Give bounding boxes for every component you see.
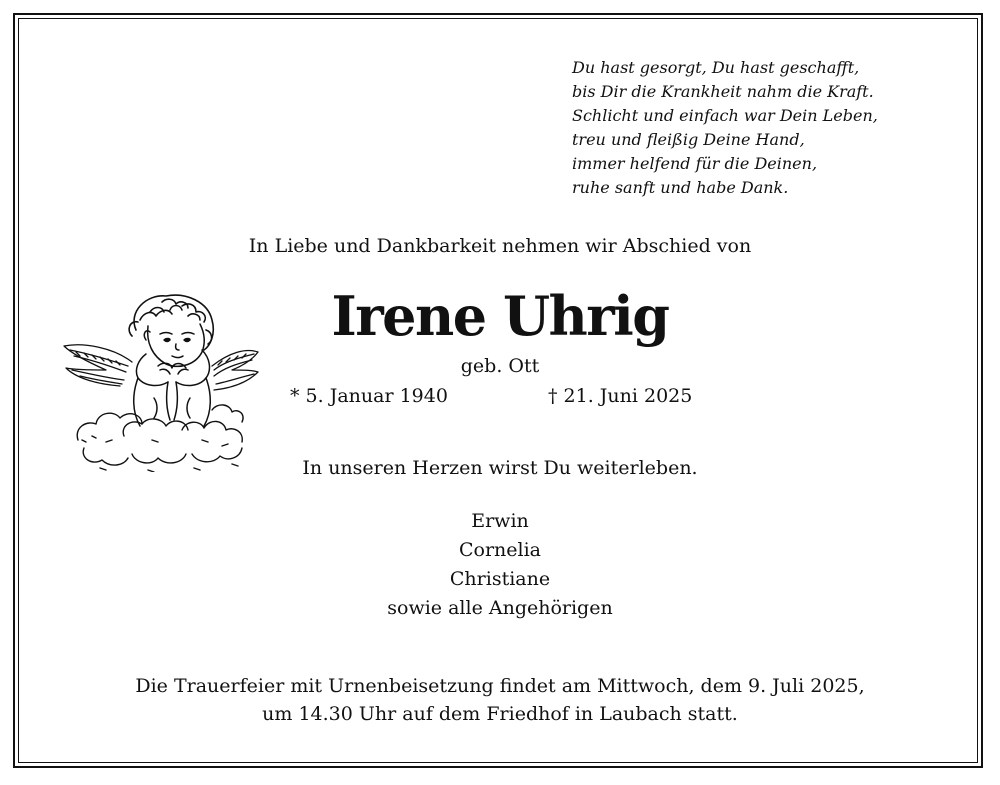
funeral-notice-line: Die Trauerfeier mit Urnenbeisetzung findet am Mittwoch, dem 9. Juli 2025, [135, 675, 865, 697]
mourner-name: Cornelia [458, 539, 542, 561]
maiden-name: geb. Ott [460, 355, 540, 377]
poem-line: Schlicht und einfach war Dein Leben, [572, 106, 878, 125]
poem-line: immer helfend für die Deinen, [572, 154, 818, 173]
deceased-name: Irene Uhrig [331, 284, 669, 348]
mourner-name: Erwin [471, 510, 529, 532]
mourners-list [0, 507, 1000, 623]
mourner-name: sowie alle Angehörigen [387, 597, 613, 619]
death-date: † 21. Juni 2025 [548, 385, 693, 407]
poem-line: ruhe sanft und habe Dank. [572, 178, 789, 197]
mourner-name: Christiane [449, 568, 551, 590]
poem-line: treu und fleißig Deine Hand, [572, 130, 805, 149]
remembrance-quote: In unseren Herzen wirst Du weiterleben. [302, 457, 698, 479]
poem-line: bis Dir die Krankheit nahm die Kraft. [572, 82, 874, 101]
funeral-notice [0, 672, 1000, 728]
funeral-notice-line: um 14.30 Uhr auf dem Friedhof in Laubach statt. [262, 703, 738, 725]
farewell-intro: In Liebe und Dankbarkeit nehmen wir Abschied von [248, 235, 752, 257]
poem-line: Du hast gesorgt, Du hast geschafft, [572, 58, 860, 77]
poem [572, 56, 972, 200]
birth-date: * 5. Januar 1940 [290, 385, 448, 407]
